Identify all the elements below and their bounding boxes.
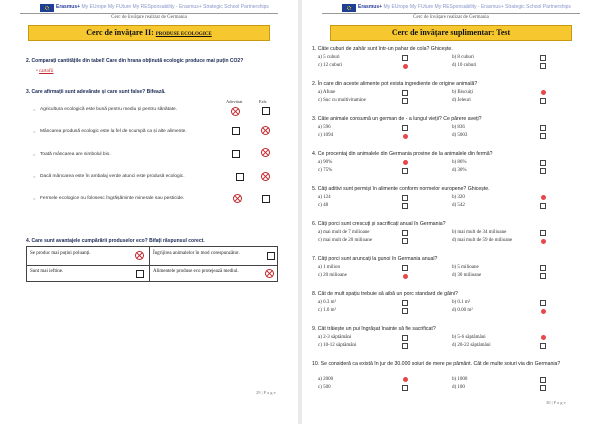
answer-checkbox[interactable] [540, 160, 546, 166]
statement-1: ○ Agricultura ecologică este bună pentru mediu și pentru sănătate. [40, 107, 177, 112]
quiz-question-9: 9. Cât trăiește un pui îngrășat înainte să fie sacrificat? [312, 326, 436, 332]
quiz-option: a) 2-3 săptămâni [318, 334, 352, 340]
answer-checkbox[interactable] [540, 55, 546, 61]
selected-dot-icon[interactable] [541, 335, 546, 340]
selected-dot-icon[interactable] [403, 377, 408, 382]
quiz-option: c) 1094 [318, 133, 334, 139]
quiz-option: d) 5003 [452, 133, 468, 139]
quiz-option: c) 20 milioane [318, 273, 347, 279]
question-3: 3. Care afirmații sunt adevărate și care sunt false? Bifează. [26, 89, 166, 95]
checkbox[interactable] [236, 173, 244, 181]
checkbox[interactable] [232, 150, 240, 158]
quiz-option: b) 320 [452, 194, 465, 200]
advantages-table [26, 246, 278, 282]
answer-checkbox[interactable] [540, 377, 546, 383]
answer-checkbox[interactable] [540, 300, 546, 306]
check-mark-icon[interactable] [135, 251, 144, 260]
quiz-option: b) 0.1 m² [452, 299, 471, 305]
header-divider [322, 13, 580, 14]
quiz-option: d) 30 milioane [452, 273, 482, 279]
statement-2: ○ Mâncarea produsă ecologic este la fel de scumpă ca și alte alimente. [40, 129, 187, 134]
quiz-option: d) 0.00 m² [452, 308, 473, 314]
quiz-option: c) Suc cu multivitamine [318, 98, 366, 104]
answer-checkbox[interactable] [540, 63, 546, 69]
answer-checkbox[interactable] [402, 238, 408, 244]
page-title: Cerc de învățare suplimentar: Test [391, 28, 511, 37]
quiz-option: b) mai mult de 34 milioane [452, 229, 507, 235]
answer-checkbox[interactable] [540, 385, 546, 391]
quiz-question-1: 1. Câte cuburi de zahăr sunt într-un pahar de cola? Ghicește. [312, 46, 453, 52]
statement-5: ○ Fermele ecologice nu folosesc îngrășăminte minerale sau pesticide. [40, 196, 184, 201]
column-true-header: Adevărat [226, 99, 243, 104]
quiz-option: d) 30% [452, 168, 467, 174]
quiz-question-6: 6. Câți porci sunt crescuți și sacrificați anual în Germania? [312, 221, 446, 227]
selected-dot-icon[interactable] [541, 309, 546, 314]
statement-4: ○ Dacă mâncarea este în ambalaj verde atunci este produsă ecologic. [40, 174, 185, 179]
answer-checkbox[interactable] [402, 265, 408, 271]
quiz-option: d) 20-22 săptămâni [452, 343, 491, 349]
statement-3: ○ Toată mâncarea are simbolul bio. [40, 152, 111, 157]
check-mark-icon[interactable] [231, 107, 240, 116]
answer-checkbox[interactable] [540, 125, 546, 131]
quiz-option: c) 48 [318, 203, 329, 209]
answer-checkbox[interactable] [540, 230, 546, 236]
quiz-option: c) 12 cuburi [318, 63, 343, 69]
header-prefix: Erasmus+ [56, 4, 81, 10]
quiz-option: b) Biscuiți [452, 89, 473, 95]
checkbox[interactable] [262, 107, 270, 115]
quiz-option: a) 2000 [318, 376, 334, 382]
answer-checkbox[interactable] [402, 195, 408, 201]
header-subtitle: Cerc de învățare realizat de Germania [413, 15, 489, 20]
quiz-option: a) 5 cuburi [318, 54, 340, 60]
quiz-option: d) 100 [452, 385, 465, 391]
eu-flag-icon [40, 4, 54, 12]
column-false-header: Fals [259, 99, 267, 104]
table-cell: Sunt mai ieftine. [30, 269, 64, 274]
selected-dot-icon[interactable] [403, 134, 408, 139]
question-4: 4. Care sunt avantajele cumpărării produselor eco? Bifați răspunsul corect. [26, 238, 205, 244]
worksheet-page-right [302, 0, 600, 424]
header-tagline: My EUrope My FUture My RESponsability - Erasmus+ Strategic School Partnerships [383, 4, 571, 10]
check-mark-icon[interactable] [233, 194, 242, 203]
page-title-banner [28, 25, 270, 41]
page-number: 30 | P a g e [546, 400, 566, 405]
answer-checkbox[interactable] [540, 168, 546, 174]
quiz-question-7: 7. Câți porci sunt aruncați la gunoi în Germania anual? [312, 256, 438, 262]
answer-checkbox[interactable] [402, 335, 408, 341]
answer-checkbox[interactable] [402, 90, 408, 96]
page-number: 29 | P a g e [256, 390, 276, 395]
quiz-option: a) 90% [318, 159, 333, 165]
answer-checkbox[interactable] [402, 385, 408, 391]
check-mark-icon[interactable] [261, 148, 270, 157]
header-prefix: Erasmus+ [358, 4, 383, 10]
answer-checkbox[interactable] [402, 230, 408, 236]
quiz-option: c) 1.0 m² [318, 308, 337, 314]
answer-checkbox[interactable] [540, 343, 546, 349]
check-mark-icon[interactable] [265, 269, 274, 278]
answer-checkbox[interactable] [402, 168, 408, 174]
worksheet-page-left [0, 0, 298, 424]
selected-dot-icon[interactable] [541, 195, 546, 200]
answer-checkbox[interactable] [402, 125, 408, 131]
quiz-option: a) Afune [318, 89, 336, 95]
quiz-question-5: 5. Câți aditivi sunt permiși în alimente conform normelor europene? Ghicește. [312, 186, 490, 192]
quiz-option: d) 10 cuburi [452, 63, 477, 69]
question-2-answer: • cartofii [36, 69, 54, 74]
answer-checkbox[interactable] [540, 203, 546, 209]
selected-dot-icon[interactable] [403, 160, 408, 165]
quiz-option: d) Jeleuri [452, 98, 471, 104]
quiz-option: a) 124 [318, 194, 331, 200]
page-header [302, 3, 600, 13]
checkbox[interactable] [262, 195, 270, 203]
quiz-question-4: 4. Ce procentaj din animalele din Germania provine de la animalele din fermă? [312, 151, 493, 157]
answer-checkbox[interactable] [540, 133, 546, 139]
quiz-option: d) mai mult de 59 de milioane [452, 238, 513, 244]
quiz-option: b) 8 cuburi [452, 54, 474, 60]
header-divider [20, 13, 278, 14]
answer-checkbox[interactable] [402, 55, 408, 61]
answer-checkbox[interactable] [402, 98, 408, 104]
quiz-question-2: 2. În care din aceste alimente pot exista ingrediente de origine animală? [312, 81, 478, 87]
checkbox[interactable] [136, 270, 144, 278]
quiz-option: c) mai mult de 20 milioane [318, 238, 373, 244]
quiz-option: a) 596 [318, 124, 331, 130]
answer-checkbox[interactable] [540, 98, 546, 104]
check-mark-icon[interactable] [261, 172, 270, 181]
quiz-option: c) 75% [318, 168, 333, 174]
selected-dot-icon[interactable] [541, 90, 546, 95]
quiz-question-8: 8. Cât de mult spațiu trebuie să aibă un porc standard de găini? [312, 291, 458, 297]
quiz-option: a) 1 milion [318, 264, 340, 270]
header-tagline: My EUrope My FUture My RESponsability - Erasmus+ Strategic School Partnerships [81, 4, 269, 10]
quiz-option: b) 86% [452, 159, 467, 165]
answer-checkbox[interactable] [540, 265, 546, 271]
quiz-option: a) mai mult de 7 milioane [318, 229, 370, 235]
page-title-small: PRODUSE ECOLOGICE [155, 32, 212, 37]
answer-checkbox[interactable] [402, 308, 408, 314]
table-cell: Se produc mai puțini poluanți. [30, 251, 91, 256]
table-cell: Îngrijirea animalelor în mod corespunzător. [153, 251, 240, 256]
quiz-option: a) 0.3 m² [318, 299, 337, 305]
quiz-question-10: 10. Se consideră ca există în jur de 30.000 soiuri de mere pe pământ. Cât de multe soiuri via din Germania? [312, 361, 561, 367]
answer-checkbox[interactable] [402, 343, 408, 349]
selected-dot-icon[interactable] [541, 239, 546, 244]
quiz-option: d) 542 [452, 203, 465, 209]
table-cell: Alimentele produse eco protejează mediul. [153, 269, 239, 274]
check-mark-icon[interactable] [261, 126, 270, 135]
checkbox[interactable] [232, 127, 240, 135]
question-2: 2. Comparați cantitățile din tabel! Care din hrana obținută ecologic produce mai puțin CO2? [26, 58, 244, 64]
eu-flag-icon [342, 4, 356, 12]
quiz-question-3: 3. Câte animale consumă un german de - a lungul vieții? Ce părere aveți? [312, 116, 482, 122]
quiz-option: c) 10-12 săptămâni [318, 343, 357, 349]
quiz-option: b) 5 milioane [452, 264, 479, 270]
page-header [0, 3, 298, 13]
selected-dot-icon[interactable] [403, 64, 408, 69]
quiz-option: b) 1000 [452, 376, 468, 382]
answer-checkbox[interactable] [402, 203, 408, 209]
quiz-option: b) 5-6 săptămâni [452, 334, 486, 340]
answer-checkbox[interactable] [402, 300, 408, 306]
header-subtitle: Cerc de învățare realizat de Germania [111, 15, 187, 20]
checkbox[interactable] [267, 252, 275, 260]
selected-dot-icon[interactable] [403, 274, 408, 279]
page-title-banner [330, 25, 572, 41]
quiz-option: c) 500 [318, 385, 331, 391]
page-title: Cerc de învățare II: [86, 28, 154, 37]
answer-checkbox[interactable] [540, 273, 546, 279]
quiz-option: b) 836 [452, 124, 465, 130]
